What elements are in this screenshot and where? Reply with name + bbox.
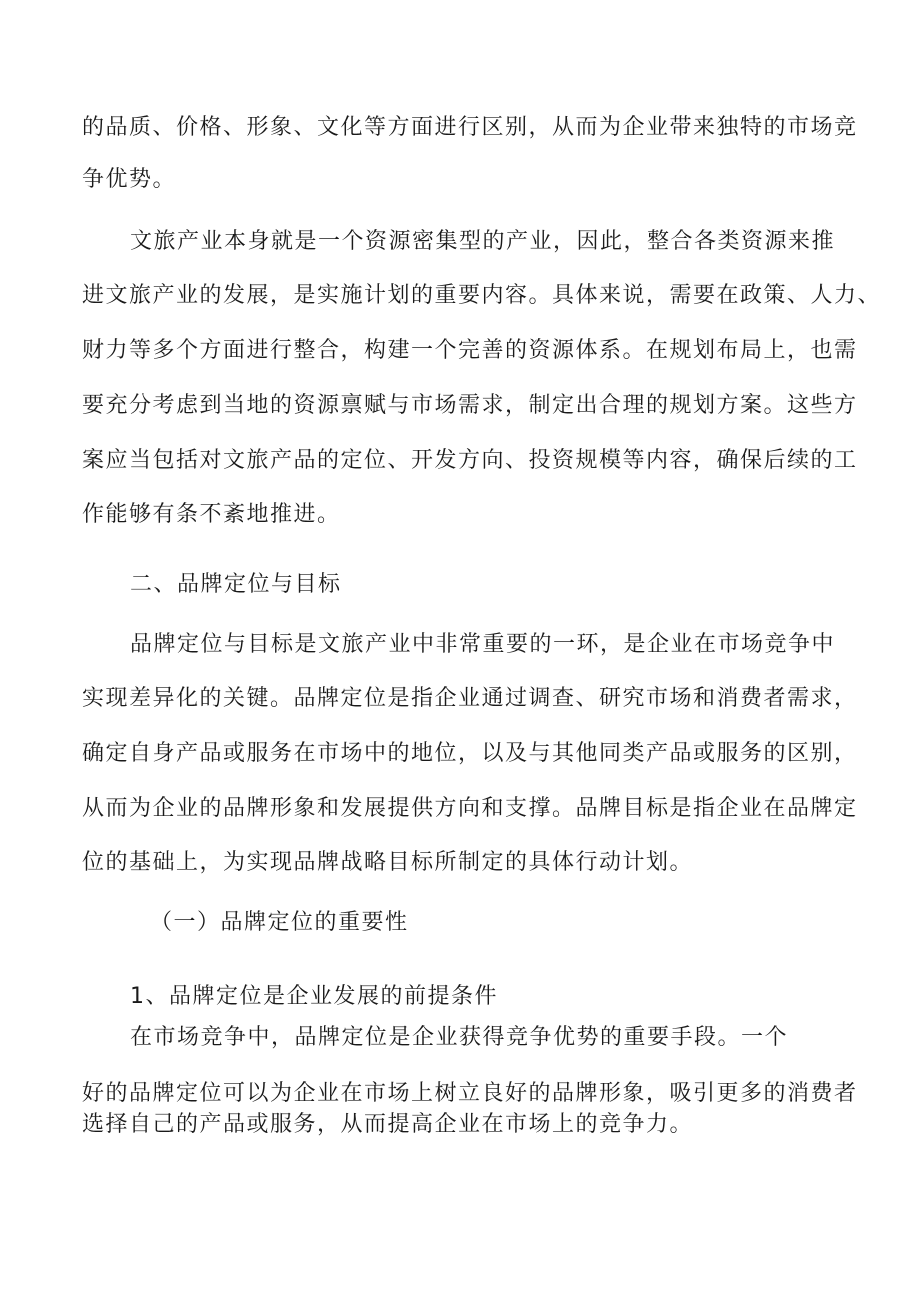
- para3-line-5: 位的基础上，为实现品牌战略目标所制定的具体行动计划。: [82, 850, 694, 875]
- para2-line-1: 文旅产业本身就是一个资源密集型的产业，因此，整合各类资源来推: [130, 229, 836, 254]
- para3-line-2: 实现差异化的关键。品牌定位是指企业通过调查、研究市场和消费者需求，: [82, 686, 858, 711]
- para2-line-6: 作能够有条不紊地推进。: [82, 502, 341, 527]
- para4-line-3: 选择自己的产品或服务，从而提高企业在市场上的竞争力。: [82, 1112, 694, 1137]
- para2-line-2: 进文旅产业的发展，是实施计划的重要内容。具体来说，需要在政策、人力、: [82, 283, 882, 308]
- para1-line-1: 的品质、价格、形象、文化等方面进行区别，从而为企业带来独特的市场竞: [82, 115, 858, 140]
- para1-line-2: 争优势。: [82, 167, 177, 192]
- para3-line-4: 从而为企业的品牌形象和发展提供方向和支撑。品牌目标是指企业在品牌定: [82, 796, 858, 821]
- subsection-heading: （一）品牌定位的重要性: [150, 910, 409, 935]
- section-heading: 二、品牌定位与目标: [130, 572, 342, 597]
- para2-line-3: 财力等多个方面进行整合，构建一个完善的资源体系。在规划布局上，也需: [82, 338, 858, 363]
- para4-line-2: 好的品牌定位可以为企业在市场上树立良好的品牌形象，吸引更多的消费者: [82, 1081, 858, 1106]
- para2-line-5: 案应当包括对文旅产品的定位、开发方向、投资规模等内容，确保后续的工: [82, 448, 858, 473]
- para3-line-3: 确定自身产品或服务在市场中的地位，以及与其他同类产品或服务的区别，: [82, 741, 858, 766]
- sub-subsection-heading: 1、品牌定位是企业发展的前提条件: [130, 984, 498, 1009]
- para3-line-1: 品牌定位与目标是文旅产业中非常重要的一环，是企业在市场竞争中: [130, 632, 836, 657]
- para4-line-1: 在市场竞争中，品牌定位是企业获得竞争优势的重要手段。一个: [130, 1025, 789, 1050]
- para2-line-4: 要充分考虑到当地的资源禀赋与市场需求，制定出合理的规划方案。这些方: [82, 393, 858, 418]
